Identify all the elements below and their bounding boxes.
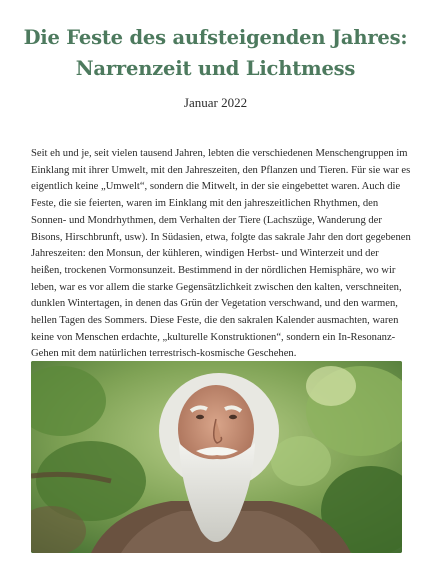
body-line: eigentlich keine „Umwelt“, sondern die Mitwelt, in der sie eingebettet waren. Auch die bbox=[31, 181, 401, 193]
body-line: Jahreszeiten: den Monsun, der kühleren, windigen Herbst- und Winterzeit und der bbox=[31, 248, 379, 260]
article-body bbox=[31, 146, 411, 363]
body-line: heißen, trockenen Vormonsunzeit. Bestimmend in der nördlichen Hemisphäre, wo wir bbox=[31, 264, 396, 276]
bearded-man-photo bbox=[31, 361, 402, 553]
article-date: Januar 2022 bbox=[183, 95, 248, 110]
body-line: Seit eh und je, seit vielen tausend Jahren, lebten die verschiedenen Menschengruppen im bbox=[31, 148, 408, 159]
body-line: Gehen mit dem natürlichen terrestrisch-kosmische Geschehen. bbox=[31, 348, 297, 360]
article-title-line-1: Die Feste des aufsteigenden Jahres: bbox=[23, 26, 408, 49]
body-line: keine von Menschen erdachte, „kulturelle Konstruktionen“, sondern ein In-Resonanz- bbox=[31, 331, 396, 343]
article-title bbox=[20, 22, 411, 84]
body-line: hellen Tagen des Sommers. Diese Feste, die den sakralen Kalender ausmachten, waren bbox=[31, 315, 399, 327]
body-line: Feste, die sie feierten, waren im Einklang mit den jahreszeitlichen Rhythmen, den bbox=[31, 198, 379, 210]
body-line: leben, war es vor allem die starke Gegensätzlichkeit zwischen den kalten, verschneiten, bbox=[31, 281, 402, 293]
body-line: dunklen Wintertagen, in denen das Grün der Vegetation verschwand, und den warmen, bbox=[31, 298, 398, 310]
article-title-line-2: Narrenzeit und Lichtmess bbox=[75, 57, 356, 80]
body-line: Bisons, Hirschbrunft, usw). In Südasien, etwa, folgte das sakrale Jahr den dort gegebenen bbox=[31, 231, 411, 243]
article-photo bbox=[31, 361, 402, 553]
body-line: Sonnen- und Mondrhythmen, dem Verhalten der Tiere (Lachszüge, Wanderung der bbox=[31, 214, 382, 226]
body-line: Einklang mit ihrer Umwelt, mit den Jahreszeiten, den Pflanzen und Tieren. Für sie war es bbox=[31, 164, 411, 176]
